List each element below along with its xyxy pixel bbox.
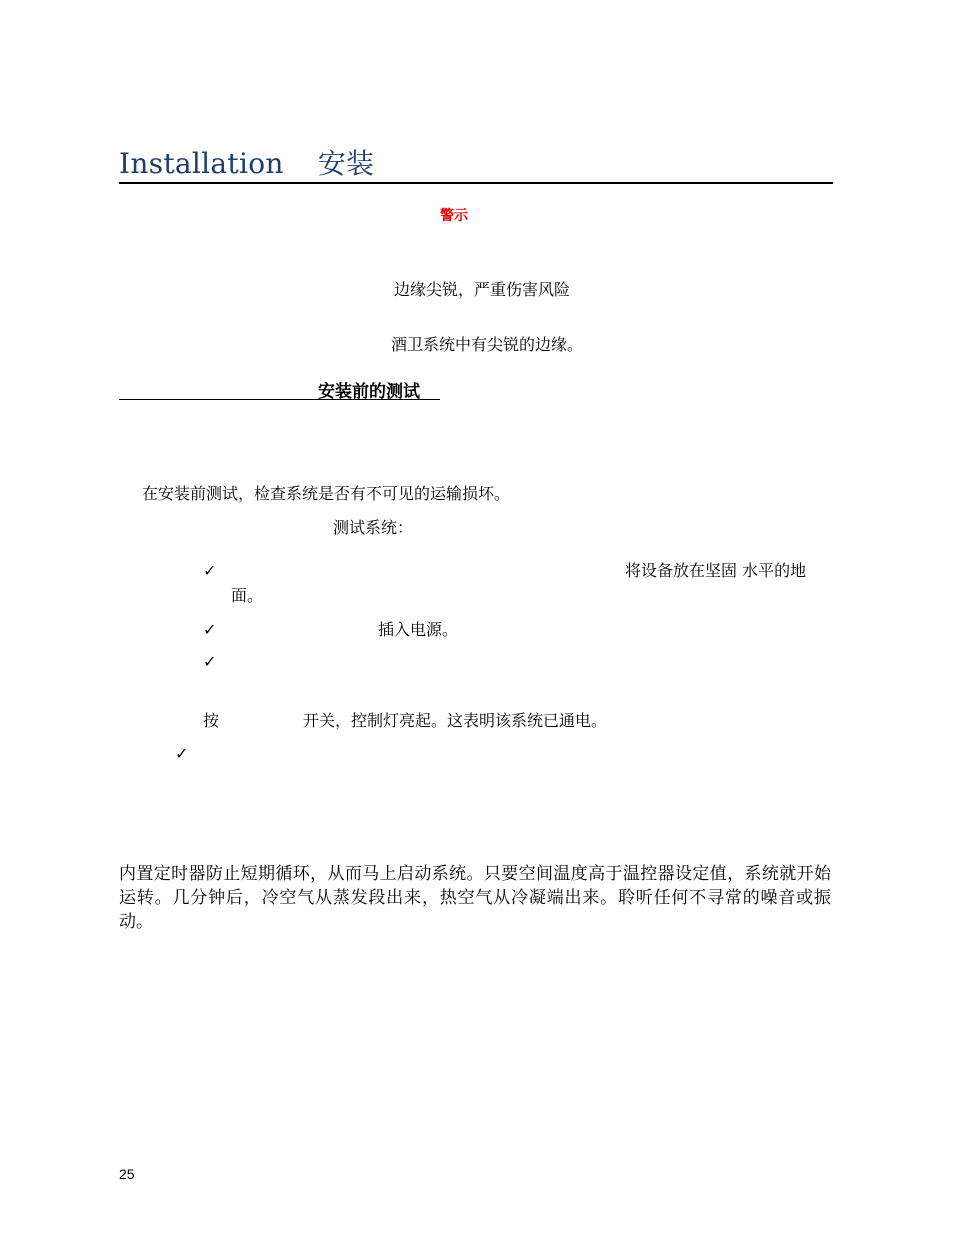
description-paragraph: 内置定时器防止短期循环，从而马上启动系统。只要空间温度高于温控器设定值，系统就开始运转。几分钟后，冷空气从蒸发段出来，热空气从冷凝端出来。聆听任何不寻常的噪音或振动。	[119, 864, 831, 932]
intro-text: 在安装前测试，检查系统是否有不可见的运输损坏。	[142, 484, 511, 503]
checkmark-icon: ✓	[203, 561, 217, 580]
page-title-english: Installation	[119, 147, 284, 180]
page-title-chinese: 安装	[317, 147, 375, 180]
page-title	[119, 142, 374, 182]
checkmark-icon: ✓	[175, 744, 189, 763]
section-heading-text: 安装前的测试	[318, 382, 420, 402]
checkmark-icon: ✓	[203, 652, 217, 671]
press-text: 按	[203, 711, 220, 730]
section-heading	[119, 377, 440, 400]
hazard-description: 酒卫系统中有尖锐的边缘。	[391, 335, 584, 354]
hazard-title: 边缘尖锐，严重伤害风险	[394, 280, 571, 299]
step-1-continuation: 面。	[231, 586, 264, 605]
switch-text: 开关，控制灯亮起。这表明该系统已通电。	[303, 711, 608, 730]
title-underline	[119, 182, 833, 184]
step-1-text: 将设备放在坚固 水平的地	[625, 561, 807, 580]
step-2-text: 插入电源。	[378, 620, 459, 639]
page-number: 25	[119, 1166, 135, 1182]
checkmark-icon: ✓	[203, 620, 217, 639]
warning-label: 警示	[440, 208, 468, 224]
test-system-label: 测试系统：	[333, 518, 414, 537]
